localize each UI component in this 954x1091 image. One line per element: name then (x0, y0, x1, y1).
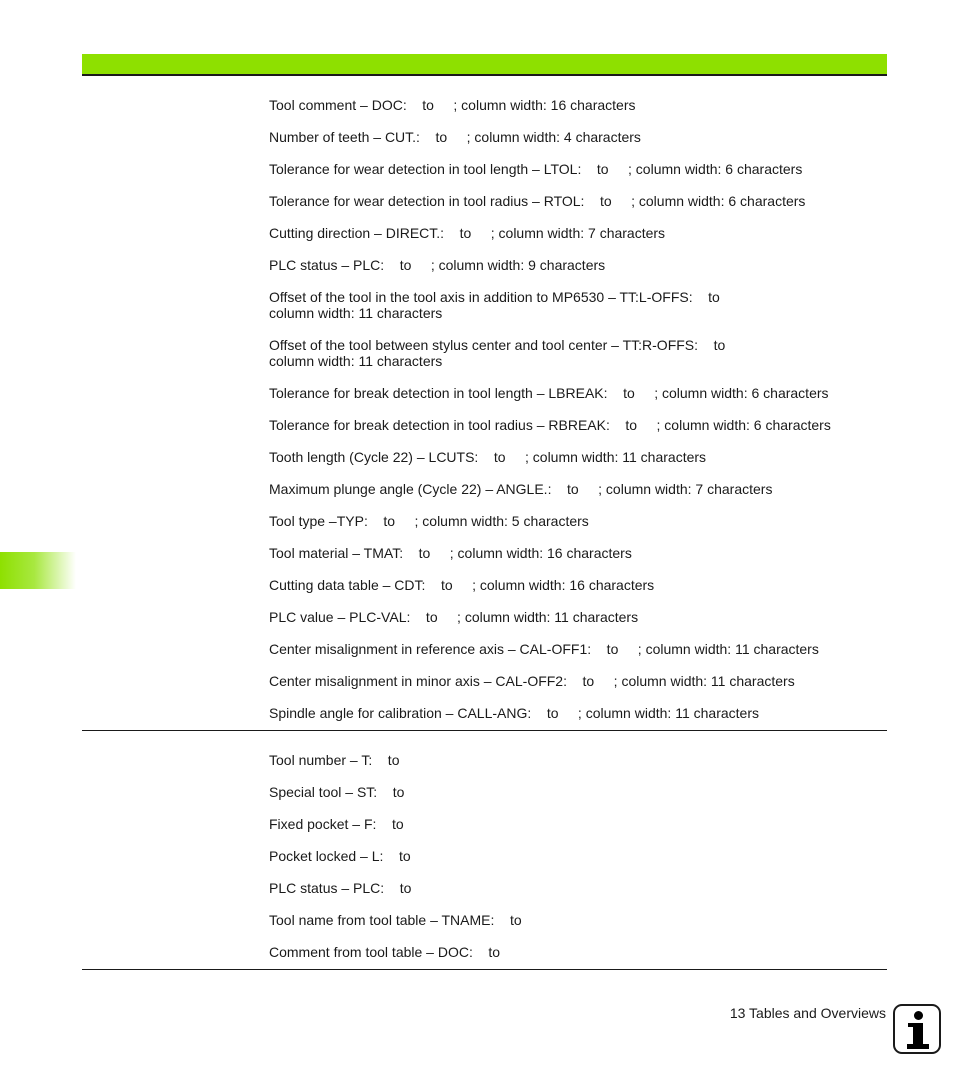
list-item: Comment from tool table – DOC: to (269, 944, 501, 960)
list-item: Cutting direction – DIRECT.: to ; column width: 7 characters (269, 225, 666, 241)
list-item: PLC status – PLC: to (269, 880, 412, 896)
list-item: Tolerance for break detection in tool radius – RBREAK: to ; column width: 6 characters (269, 417, 831, 433)
list-item: Tolerance for wear detection in tool length – LTOL: to ; column width: 6 characters (269, 161, 803, 177)
list-item: Tolerance for wear detection in tool radius – RTOL: to ; column width: 6 characters (269, 193, 806, 209)
list-item: Maximum plunge angle (Cycle 22) – ANGLE.: to ; column width: 7 characters (269, 481, 773, 497)
list-item: PLC status – PLC: to ; column width: 9 characters (269, 257, 606, 273)
list-item: PLC value – PLC-VAL: to ; column width: 11 characters (269, 609, 639, 625)
info-icon (893, 1004, 941, 1054)
header-bar (82, 54, 887, 76)
list-item: Offset of the tool in the tool axis in addition to MP6530 – TT:L-OFFS: to column width: 11 characters (269, 289, 720, 321)
list-item: Number of teeth – CUT.: to ; column width: 4 characters (269, 129, 641, 145)
list-item: Tool type –TYP: to ; column width: 5 characters (269, 513, 589, 529)
section2-list (269, 752, 869, 976)
bottom-divider (82, 969, 887, 970)
list-item: Special tool – ST: to (269, 784, 405, 800)
list-item: Fixed pocket – F: to (269, 816, 404, 832)
list-item: Pocket locked – L: to (269, 848, 411, 864)
list-item: Tooth length (Cycle 22) – LCUTS: to ; column width: 11 characters (269, 449, 707, 465)
list-item: Spindle angle for calibration – CALL-ANG: to ; column width: 11 characters (269, 705, 759, 721)
list-item: Offset of the tool between stylus center and tool center – TT:R-OFFS: to column width: 11 characters (269, 337, 726, 369)
list-item: Tool number – T: to (269, 752, 400, 768)
list-item: Tool comment – DOC: to ; column width: 16 characters (269, 97, 636, 113)
section-divider (82, 730, 887, 731)
list-item: Center misalignment in reference axis – CAL-OFF1: to ; column width: 11 characters (269, 641, 819, 657)
chapter-side-tab (0, 552, 76, 589)
list-item: Center misalignment in minor axis – CAL-OFF2: to ; column width: 11 characters (269, 673, 795, 689)
list-item: Cutting data table – CDT: to ; column width: 16 characters (269, 577, 655, 593)
footer-chapter-title: 13 Tables and Overviews (729, 1005, 886, 1021)
list-item: Tolerance for break detection in tool length – LBREAK: to ; column width: 6 characters (269, 385, 829, 401)
list-item: Tool name from tool table – TNAME: to (269, 912, 522, 928)
section1-list (269, 97, 869, 737)
list-item: Tool material – TMAT: to ; column width: 16 characters (269, 545, 632, 561)
